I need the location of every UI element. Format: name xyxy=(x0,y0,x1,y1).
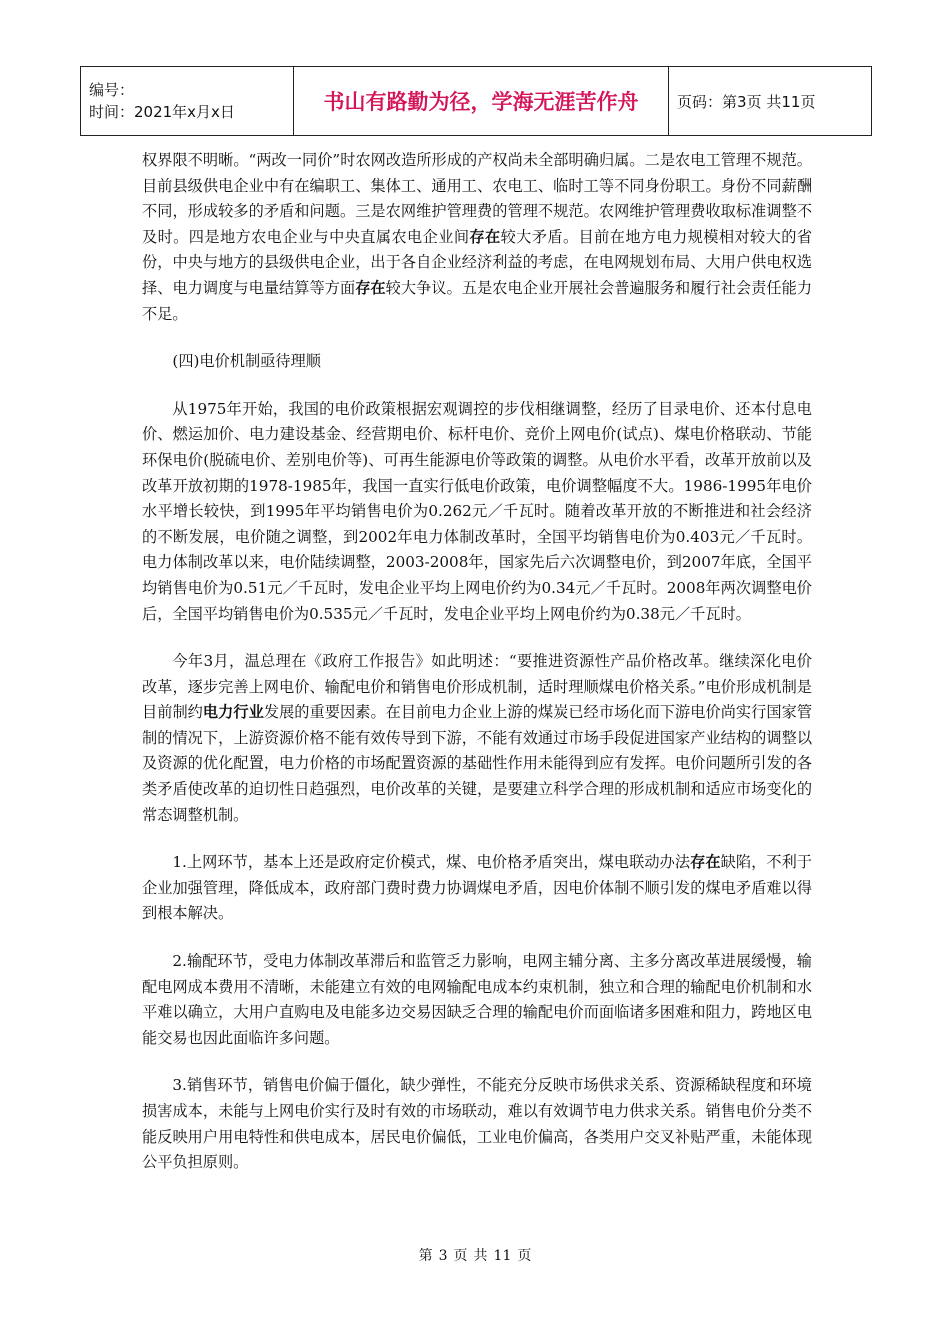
header-page-info: 页码：第3页 共11页 xyxy=(669,67,872,136)
paragraph-price-history: 从1975年开始，我国的电价政策根据宏观调控的步伐相继调整，经历了目录电价、还本付息电价、燃运加价、电力建设基金、经营期电价、标杆电价、竞价上网电价(试点)、煤电价格联动、节能环保电价(脱硫电价、差别电价等)、可再生能源电价等政策的调整。从电价水平看，改革开放前以及改革开放初期的1978-1985年，我国一直实行低电价政策，电价调整幅度不大。1986-1995年电价水平增长较快，到1995年平均销售电价为0.262元／千瓦时。随着改革开放的不断推进和社会经济的不断发展，电价随之调整，到2002年电力体制改革时，全国平均销售电价为0.403元／千瓦时。电力体制改革以来，电价陆续调整，2003-2008年，国家先后六次调整电价，到2007年底，全国平均销售电价为0.51元／千瓦时，发电企业平均上网电价约为0.34元／千瓦时。2008年两次调整电价后，全国平均销售电价为0.535元／千瓦时，发电企业平均上网电价约为0.38元／千瓦时。 xyxy=(142,399,812,623)
paragraph-government-report: 今年3月，温总理在《政府工作报告》如此明述：“要推进资源性产品价格改革。继续深化电价改革，逐步完善上网电价、输配电价和销售电价形成机制，适时理顺煤电价格关系。”电价形成机制是目前制约电力行业发展的重要因素。在目前电力企业上游的煤炭已经市场化而下游电价尚实行国家管制的情况下，上游资源价格不能有效传导到下游，不能有效通过市场手段促进国家产业结构的调整以及资源的优化配置，电力价格的市场配置资源的基础性作用未能得到应有发挥。电价问题所引发的各类矛盾使改革的迫切性日趋强烈，电价改革的关键，是要建立科学合理的形成机制和适应市场变化的常态调整机制。 xyxy=(142,652,813,824)
page-footer: 第 3 页 共 11 页 xyxy=(418,1248,532,1264)
page-header xyxy=(80,66,872,136)
footer-page-total: 11 xyxy=(493,1248,512,1264)
header-motto: 书山有路勤为径，学海无涯苦作舟 xyxy=(294,67,669,136)
paragraph-transmission: 2.输配环节，受电力体制改革滞后和监管乏力影响，电网主辅分离、主多分离改革进展缓慢，输配电网成本费用不清晰，未能建立有效的电网输配电成本约束机制，独立和合理的输配电价机制和水平难以确立，大用户直购电及电能多边交易因缺乏合理的输配电价而面临诸多困难和阻力，跨地区电能交易也因此面临许多问题。 xyxy=(142,952,812,1047)
paragraph-sales: 3.销售环节，销售电价偏于僵化，缺少弹性，不能充分反映市场供求关系、资源稀缺程度和环境损害成本，未能与上网电价实行及时有效的市场联动，难以有效调节电力供求关系。销售电价分类不能反映用户用电特性和供电成本，居民电价偏低，工业电价偏高，各类用户交叉补贴严重，未能体现公平负担原则。 xyxy=(142,1076,812,1172)
paragraph-rural-grid-issues: 权界限不明晰。“两改一同价”时农网改造所形成的产权尚未全部明确归属。二是农电工管理不规范。目前县级供电企业中有在编职工、集体工、通用工、农电工、临时工等不同身份职工。身份不同薪酬不同，形成较多的矛盾和问题。三是农网维护管理费的管理不规范。农网维护管理费收取标准调整不及时。四是地方农电企业与中央直属农电企业间存在较大矛盾。目前在地方电力规模相对较大的省份，中央与地方的县级供电企业，出于各自企业经济利益的考虑，在电网规划布局、大用户供电权选择、电力调度与电量结算等方面存在较大争议。五是农电企业开展社会普遍服务和履行社会责任能力不足。 xyxy=(142,151,813,323)
footer-page-number: 3 xyxy=(438,1248,448,1264)
header-meta-cell xyxy=(81,67,294,136)
paragraph-grid-connection: 1.上网环节，基本上还是政府定价模式，煤、电价格矛盾突出，煤电联动办法存在缺陷，不利于企业加强管理，降低成本，政府部门费时费力协调煤电矛盾，因电价体制不顺引发的煤电矛盾难以得到根本解决。 xyxy=(142,853,812,923)
document-body xyxy=(142,148,812,1198)
header-table xyxy=(80,66,872,136)
keyword-highlight: 存在 xyxy=(469,227,501,246)
header-page-total: 11 xyxy=(781,92,801,111)
section-heading: (四)电价机制亟待理顺 xyxy=(172,352,321,371)
keyword-highlight: 电力行业 xyxy=(202,703,264,722)
keyword-highlight: 存在 xyxy=(690,853,721,872)
header-page-current: 3 xyxy=(737,92,747,111)
keyword-highlight: 存在 xyxy=(355,278,386,297)
serial-label: 编号： xyxy=(89,81,135,99)
date-label: 时间：2021年x月x日 xyxy=(89,103,235,121)
